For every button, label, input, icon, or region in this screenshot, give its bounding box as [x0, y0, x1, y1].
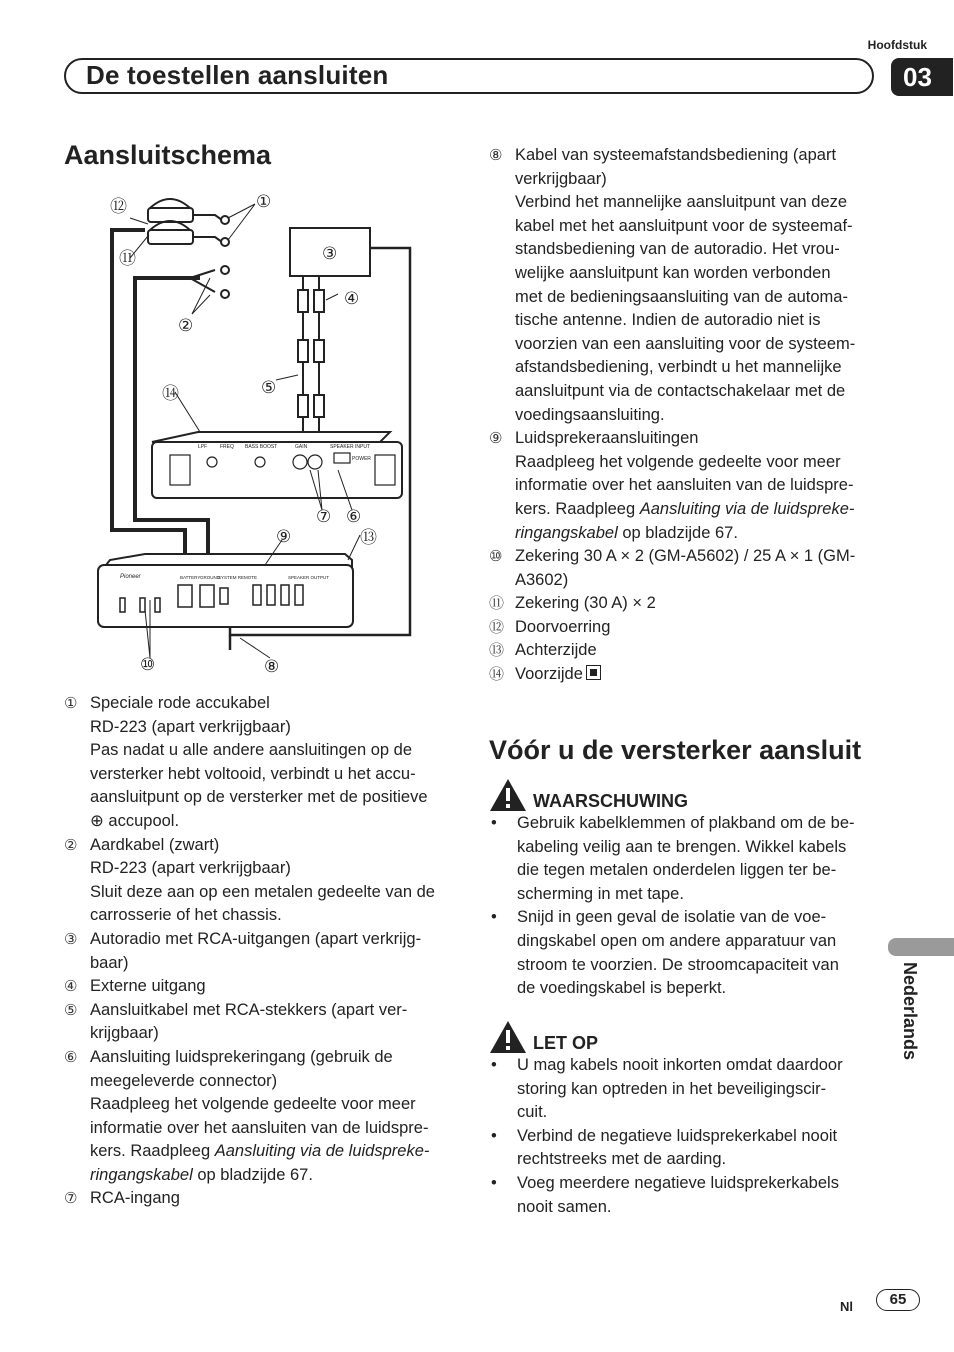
- caution-block: [489, 1020, 881, 1219]
- rear-label-speaker-output: SPEAKER OUTPUT: [288, 575, 330, 580]
- brand-logo: Pioneer: [120, 574, 141, 580]
- callout-14: ⑭: [162, 384, 179, 403]
- legend-item-9: ⑨ Luidsprekeraansluitingen Raadpleeg het volgende gedeelte voor meer informatie over het aansluiten van de luidspre- kers. Raadpleeg Aansluiting via de luidspreke- ringangskabel op bladzijde 67.: [489, 429, 855, 542]
- front-label-lpf: LPF: [198, 444, 208, 450]
- language-tab: [880, 962, 940, 1082]
- front-label-power: POWER: [352, 456, 371, 462]
- cross-reference-link: Aansluiting via de luidspreke-: [639, 499, 855, 518]
- front-label-freq: FREQ: [220, 444, 234, 450]
- legend-item-11: ⑪ Zekering (30 A) × 2: [489, 594, 656, 613]
- front-label-gain: GAIN: [295, 444, 308, 450]
- warning-bullet-2: • Snijd in geen geval de isolatie van de voe- dingskabel open om andere apparatuur van stroom te voorzien. De stroomcapaciteit van de voedingskabel is beperkt.: [491, 908, 839, 998]
- page-number: 65: [876, 1289, 920, 1311]
- caution-bullet-3: • Voeg meerdere negatieve luidsprekerkabels nooit samen.: [491, 1173, 839, 1216]
- chapter-number: 03: [891, 58, 953, 96]
- callout-5: ⑤: [261, 378, 277, 397]
- legend-item-7: ⑦ RCA-ingang: [64, 1189, 180, 1208]
- caution-heading: [489, 1020, 881, 1054]
- section-title-aansluitschema: Aansluitschema: [64, 140, 272, 170]
- legend-item-1: ① Speciale rode accukabel RD-223 (apart verkrijgbaar) Pas nadat u alle andere aansluitingen op de versterker hebt voltooid, verbindt u het accu- aansluitpunt op de versterker met de positieve ⊕ accupool.: [64, 694, 428, 830]
- rear-label-battery: BATTERY: [180, 575, 201, 580]
- caution-bullet-1: • U mag kabels nooit inkorten omdat daardoor storing kan optreden in het beveiligingscir- cuit.: [491, 1056, 843, 1122]
- language-tab-marker: [888, 938, 954, 956]
- legend-item-10: ⑩ Zekering 30 A × 2 (GM-A5602) / 25 A × 1 (GM- A3602): [489, 547, 856, 589]
- callout-8: ⑧: [264, 657, 280, 676]
- callout-2: ②: [178, 316, 194, 335]
- chapter-title: De toestellen aansluiten: [86, 60, 389, 90]
- legend-item-5: ⑤ Aansluitkabel met RCA-stekkers (apart ver- krijgbaar): [64, 1000, 408, 1043]
- front-label-bass-boost: BASS BOOST: [245, 444, 278, 450]
- warning-title: WAARSCHUWING: [533, 790, 688, 811]
- legend-item-13: ⑬ Achterzijde: [489, 641, 597, 660]
- end-of-section-icon: [586, 665, 601, 680]
- legend-item-14: ⑭ Voorzijde: [489, 663, 881, 687]
- warning-block: [489, 778, 881, 1001]
- callout-12: ⑫: [110, 197, 127, 216]
- callout-11: ⑪: [119, 249, 136, 268]
- warning-triangle-icon: [489, 778, 527, 812]
- caution-bullet-2: • Verbind de negatieve luidsprekerkabel nooit rechtstreeks met de aarding.: [491, 1126, 838, 1169]
- rear-label-ground: GROUND: [200, 575, 220, 580]
- cross-reference-link: ringangskabel: [90, 1165, 193, 1184]
- callout-1: ①: [256, 192, 272, 211]
- callout-7: ⑦: [316, 507, 332, 526]
- cross-reference-link: ringangskabel: [515, 523, 618, 542]
- warning-heading: [489, 778, 881, 812]
- caution-title: LET OP: [533, 1032, 599, 1053]
- chapter-label: Hoofdstuk: [867, 38, 927, 52]
- callout-10: ⑩: [140, 655, 156, 674]
- callout-6: ⑥: [346, 507, 362, 526]
- section-title-before-connecting: Vóór u de versterker aansluit: [489, 735, 862, 765]
- legend-item-12: ⑫ Doorvoerring: [489, 617, 611, 636]
- caution-triangle-icon: [489, 1020, 527, 1054]
- cross-reference-link: Aansluiting via de luidspreke-: [214, 1142, 430, 1161]
- callout-13: ⑬: [360, 528, 377, 547]
- right-legend: [489, 144, 881, 687]
- legend-item-6: ⑥ Aansluiting luidsprekeringang (gebruik de meegeleverde connector) Raadpleeg het volgende gedeelte voor meer informatie over het aansluiten van de luidspre- kers. Raadpleeg Aansluiting via de luidspreke- ringangskabel op bladzijde 67.: [64, 1047, 430, 1184]
- warning-bullet-1: • Gebruik kabelklemmen of plakband om de be- kabeling veilig aan te brengen. Wikkel kabels die tegen metalen onderdelen liggen ter be- scherming in met tape.: [491, 814, 855, 903]
- rear-label-system-remote: SYSTEM REMOTE: [218, 575, 258, 580]
- callout-3: ③: [322, 244, 338, 263]
- footer-language-code: Nl: [840, 1299, 853, 1314]
- language-tab-label: Nederlands: [900, 962, 920, 1061]
- left-legend: [64, 692, 456, 1211]
- wiring-diagram: [90, 180, 470, 680]
- legend-item-2: ② Aardkabel (zwart) RD-223 (apart verkrijgbaar) Sluit deze aan op een metalen gedeelte van de carrosserie of het chassis.: [64, 835, 435, 925]
- legend-item-4: ④ Externe uitgang: [64, 977, 206, 996]
- callout-9: ⑨: [276, 527, 292, 546]
- callout-4: ④: [344, 289, 360, 308]
- front-label-speaker-input: SPEAKER INPUT: [330, 444, 371, 450]
- legend-item-3: ③ Autoradio met RCA-uitgangen (apart verkrijg- baar): [64, 929, 422, 972]
- legend-item-8: ⑧ Kabel van systeemafstandsbediening (apart verkrijgbaar) Verbind het mannelijke aansluitpunt van deze kabel met het aansluitpunt voor de systeemaf- standsbediening van de autoradio. Het vrou- welijke aansluitpunt kan worden verbonden met de bedieningsaansluiting van de automa- tische antenne. Indien de autoradio niet is voorzien van een aansluiting voor de systeem- afstandsbediening, verbindt u het mannelijke aansluitpunt via de contactschakelaar met de voedingsaansluiting.: [489, 146, 856, 424]
